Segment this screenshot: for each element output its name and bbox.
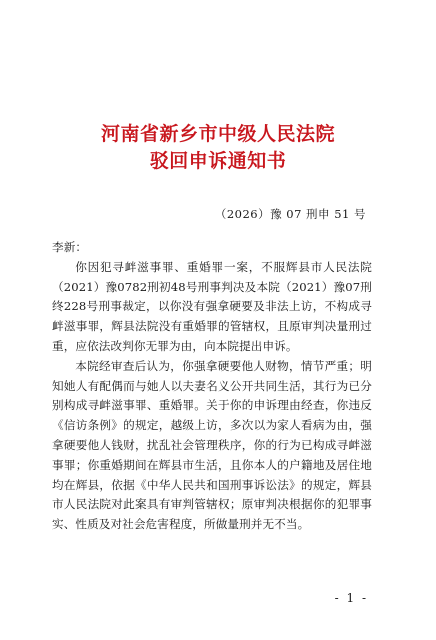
addressee: 李新： xyxy=(52,240,88,254)
paragraph-review: 本院经审查后认为，你强拿硬要他人财物，情节严重；明知她人有配偶而与她人以夫妻名义公开共同生活，其行为已分别构成寻衅滋事罪、重婚罪。关于你的申诉理由经查，你违反《信访条例》的规定，越级上访，多次以为家人看病为由，强拿硬要他人钱财，扰乱社会管理秩序，你的行为已构成寻衅滋事罪；你重婚期间在辉县市生活，且你本人的户籍地及居住地均在辉县，依据《中华人民共和国刑事诉讼法》的规定，辉县市人民法院对此案具有审判管辖权；原审判决根据你的犯罪事实、性质及对社会危害程度，所做量刑并无不当。 xyxy=(52,358,372,532)
page-number: - 1 - xyxy=(334,591,368,605)
document-body xyxy=(52,238,372,535)
document-number: （2026）豫 07 刑申 51 号 xyxy=(214,207,366,221)
paragraph-appeal: 你因犯寻衅滋事罪、重婚罪一案，不服辉县市人民法院（2021）豫0782刑初48号刑事判决及本院（2021）豫07刑终228号刑事裁定，以你没有强拿硬要及非法上访，不构成寻衅滋事罪，辉县法院没有重婚罪的管辖权，且原审判决量刑过重，应依法改判你无罪为由，向本院提出申诉。 xyxy=(52,259,372,353)
document-type-title: 驳回申诉通知书 xyxy=(149,150,287,172)
court-name-title: 河南省新乡市中级人民法院 xyxy=(100,123,335,145)
